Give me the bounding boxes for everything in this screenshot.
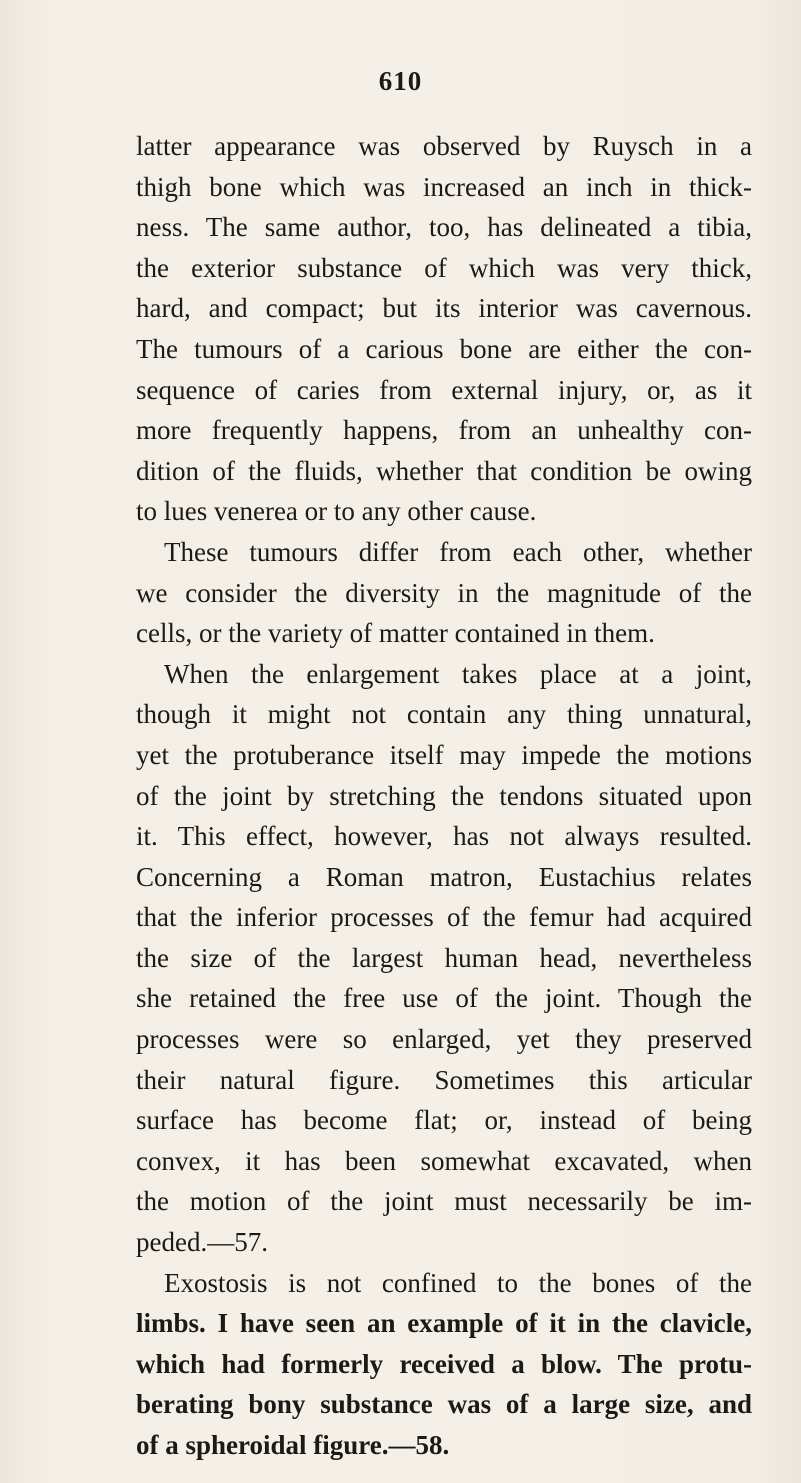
text-line: sequence of caries from external injury, or, as it [136, 374, 752, 405]
text-line: berating bony substance was of a large size, and [136, 1389, 752, 1420]
text-line: Concerning a Roman matron, Eustachius relates [136, 861, 752, 892]
text-line: of a spheroidal figure.—58. [136, 1430, 450, 1460]
text-line: cells, or the variety of matter contained in them. [136, 618, 655, 649]
text-line: that the inferior processes of the femur had acquired [136, 902, 752, 933]
text-line: which had formerly received a blow. The protu- [136, 1348, 752, 1379]
text-line: the motion of the joint must necessarily be im- [136, 1186, 752, 1217]
text-line: The tumours of a carious bone are either the con- [136, 333, 752, 364]
text-line: convex, it has been somewhat excavated, when [136, 1145, 752, 1176]
text-line: When the enlargement takes place at a joint, [164, 658, 752, 689]
text-line: dition of the fluids, whether that condition be owing [136, 455, 752, 486]
page-number: 610 [378, 66, 423, 96]
text-line: hard, and compact; but its interior was cavernous. [136, 293, 752, 324]
body-text [136, 126, 752, 1466]
text-line: we consider the diversity in the magnitude of the [136, 577, 752, 608]
text-line: surface has become flat; or, instead of being [136, 1105, 752, 1136]
text-line: she retained the free use of the joint. Though the [136, 983, 752, 1014]
text-line: limbs. I have seen an example of it in the clavicle, [136, 1308, 752, 1339]
text-line: yet the protuberance itself may impede the motions [136, 739, 752, 770]
text-line: the size of the largest human head, nevertheless [136, 942, 752, 973]
text-line: latter appearance was observed by Ruysch in a [136, 131, 752, 161]
text-line: to lues venerea or to any other cause. [136, 496, 537, 527]
text-line: the exterior substance of which was very thick, [136, 252, 752, 283]
text-line: it. This effect, however, has not always resulted. [136, 821, 752, 852]
text-line: Exostosis is not confined to the bones of the [164, 1267, 752, 1298]
text-line: thigh bone which was increased an inch in thick- [136, 171, 752, 202]
text-line: processes were so enlarged, yet they preserved [136, 1024, 752, 1055]
text-line: of the joint by stretching the tendons situated upon [136, 780, 752, 811]
text-line: more frequently happens, from an unhealthy con- [136, 415, 752, 446]
text-line: peded.—57. [136, 1227, 268, 1258]
text-line: ness. The same author, too, has delineated a tibia, [136, 212, 752, 243]
text-line: These tumours differ from each other, whether [164, 536, 752, 567]
text-line: their natural figure. Sometimes this articular [136, 1064, 752, 1095]
text-line: though it might not contain any thing unnatural, [136, 699, 752, 730]
